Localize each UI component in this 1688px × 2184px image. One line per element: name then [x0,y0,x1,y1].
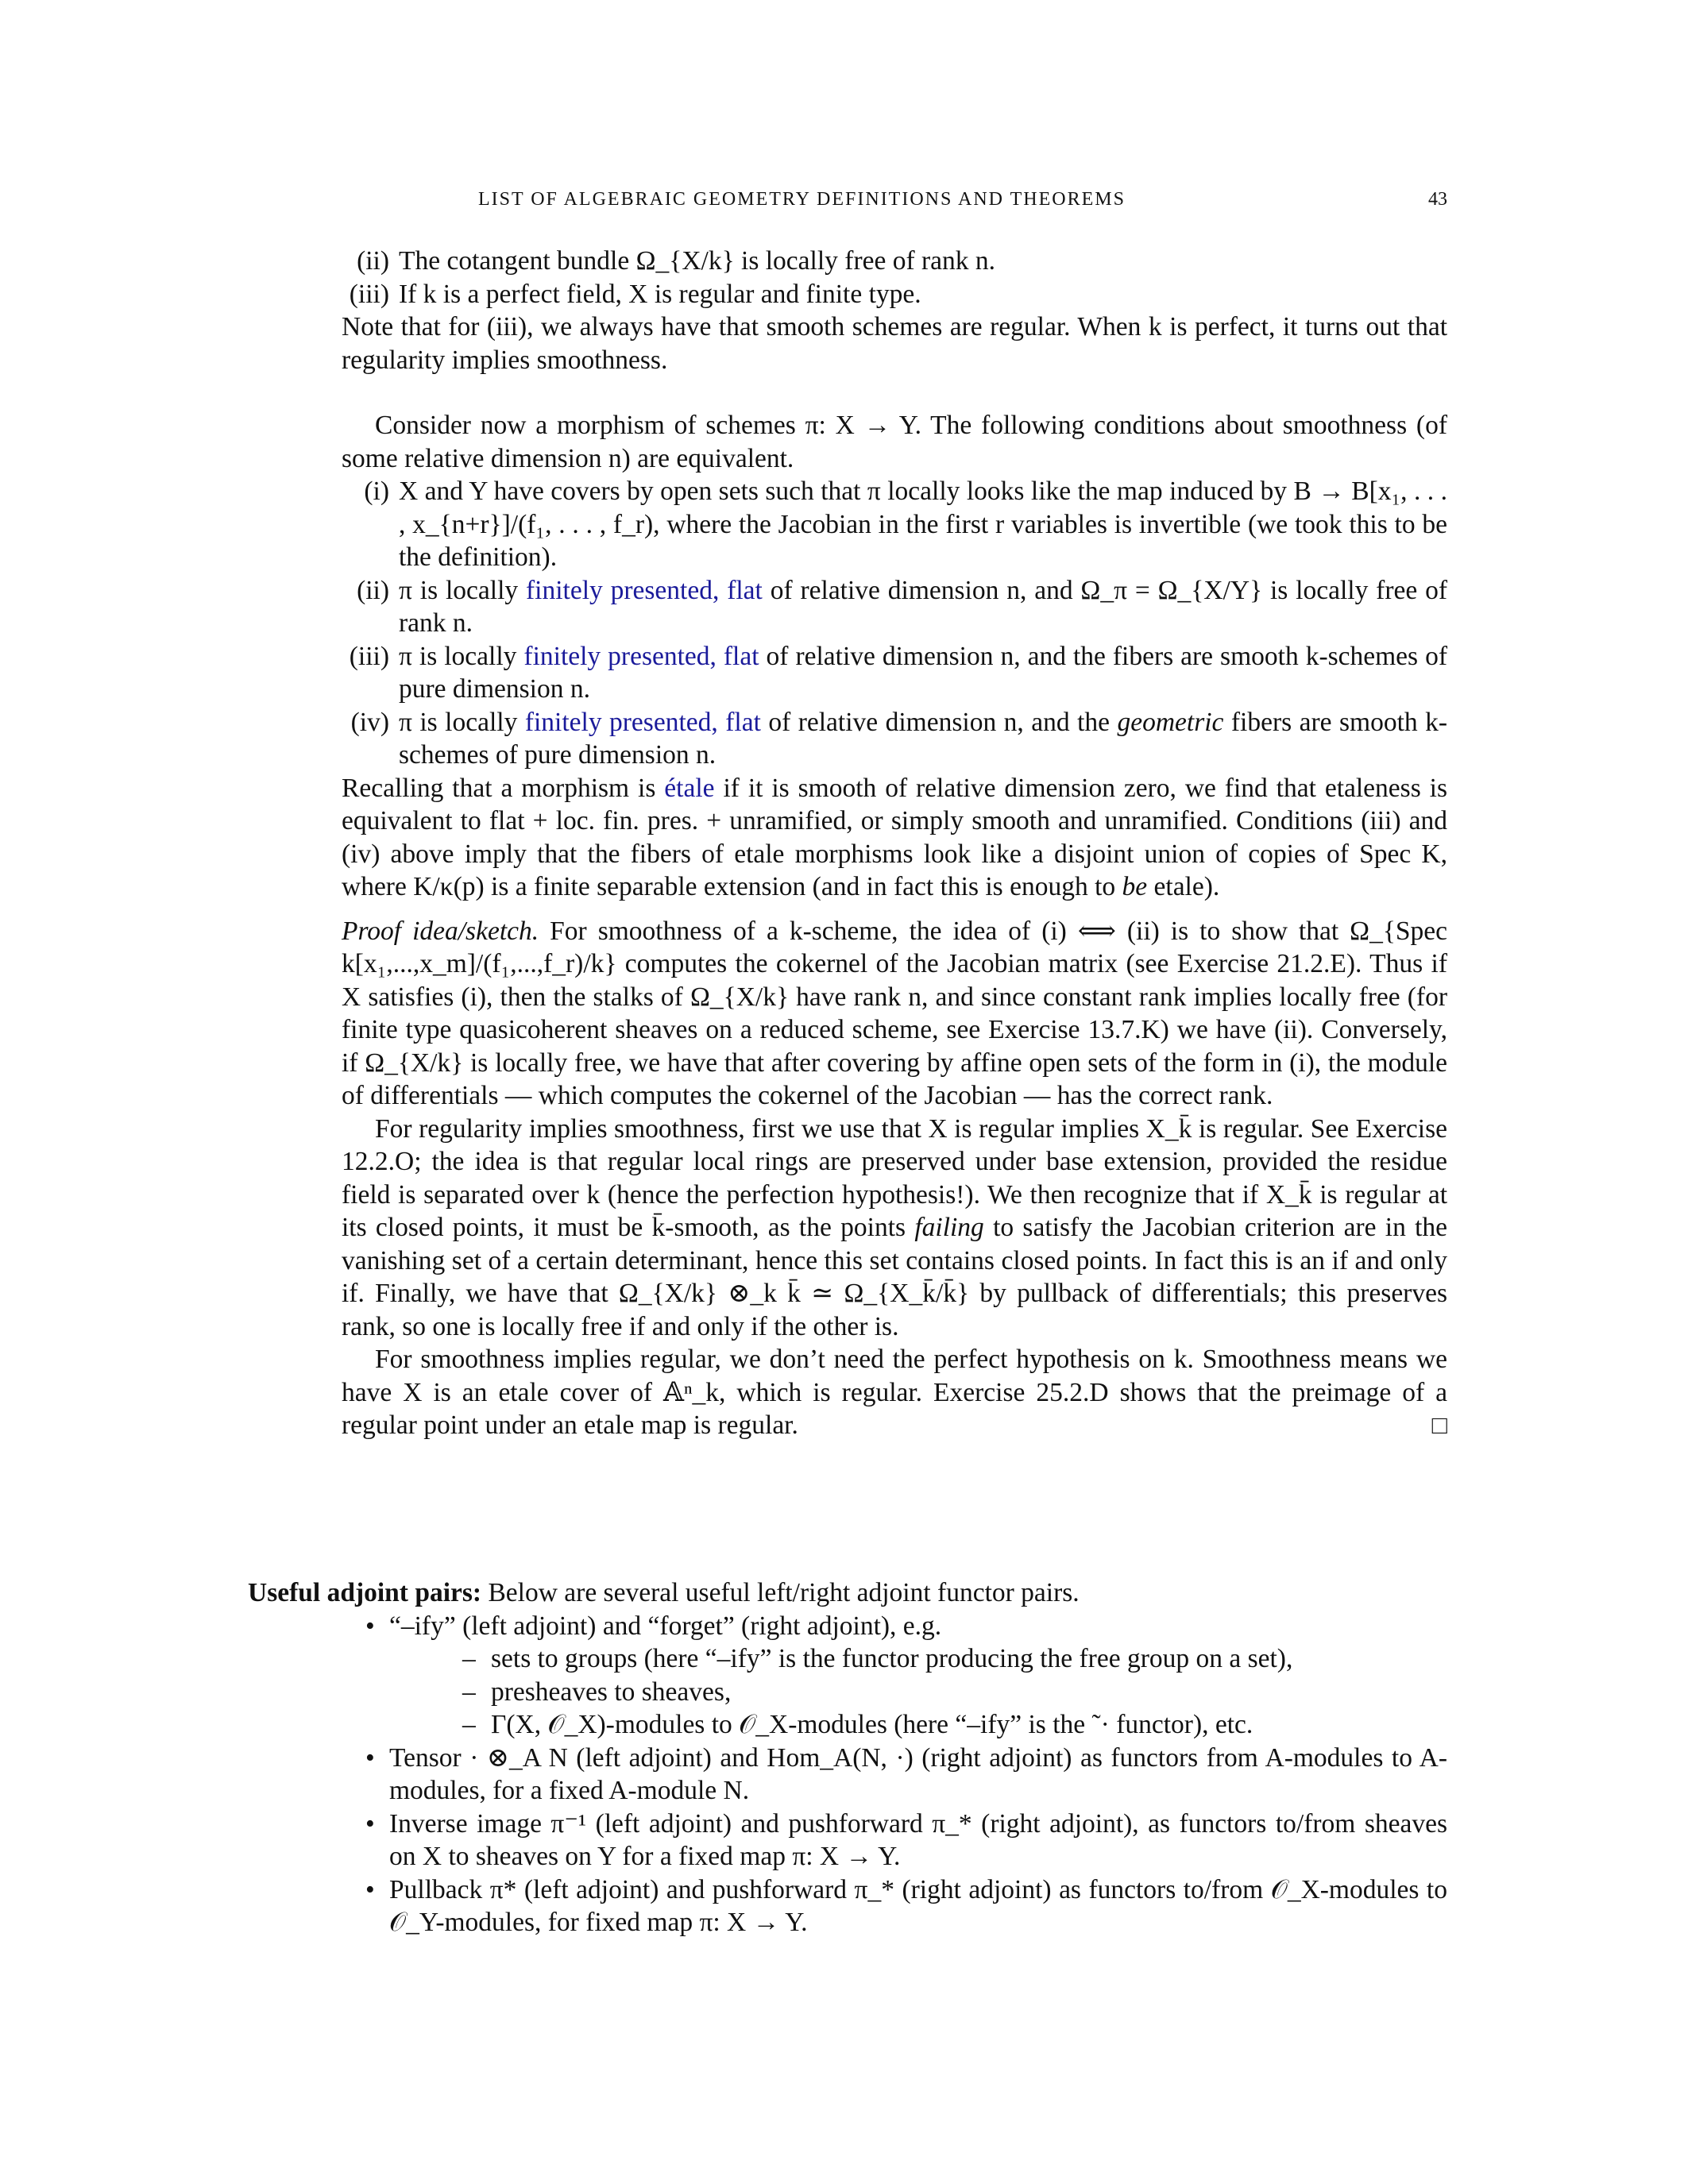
dash-icon: – [462,1644,476,1673]
item-label: (iv) [350,707,389,737]
item-text [399,706,1447,772]
list-item [365,1873,1447,1939]
flat-link[interactable]: flat [723,641,759,671]
item-text [399,640,1447,706]
text-run: For regularity implies smoothness, first we use that X is regular implies X_k̄ is regular. See Exercise 12.2.O; the idea is that regular local rings are preserved under base extension, provided the residue field is separated over k (hence the perfection hypothesis!). We then recognize that if X_k̄ is regular at its closed points, it must be k̄-smooth, as the points [342,1113,1447,1242]
sub-item [462,1642,1447,1676]
list-item [365,1808,1447,1873]
item-label: (ii) [357,575,389,605]
emphasis: failing [914,1213,984,1242]
text-run: Below are several useful left/right adjoint functor pairs. [488,1578,1080,1607]
list-item [365,1742,1447,1808]
flat-link[interactable]: flat [725,707,761,737]
qed-symbol: □ [1431,1410,1447,1439]
emphasis: geometric [1117,707,1224,737]
condition-i [342,475,1447,574]
bullet-icon: • [365,1742,375,1773]
text-run: if it is smooth of relative dimension zero, we find that etaleness is equivalent to flat + loc. fin. pres. + unramified, or simply smooth and unramified. Conditions (iii) and (iv) above imply that the fibers of etale morphisms look like a disjoint union of copies of Spec K, where K/κ(p) is a finite separable extension (and in fact this is enough to [342,773,1448,901]
text-run: π is locally [399,575,519,605]
sub-list [462,1642,1447,1742]
proof-paragraph-1 [342,915,1447,1113]
text-run: For smoothness implies regular, we don’t need the perfect hypothesis on k. Smoothness means we have X is an etale cover of 𝔸ⁿ_k, which is regular. Exercise 25.2.D shows that the preimage of a regular point under an etale map is regular. [342,1345,1447,1440]
text-run: of relative dimension n, and Ω_π = Ω_{X/Y} is locally free of rank n. [399,575,1447,638]
item-text: Tensor · ⊗_A N (left adjoint) and Hom_A(N, ·) (right adjoint) as functors from A-modules to A-modules, for a fixed A-module N. [389,1742,1447,1805]
text-run: π is locally [399,707,518,737]
bullet-icon: • [365,1874,375,1904]
emphasis: be [1122,872,1148,901]
item-text: Inverse image π⁻¹ (left adjoint) and pushforward π_* (right adjoint), as functors to/from sheaves on X to sheaves on Y for a fixed map π: X → Y. [389,1808,1447,1871]
text-run: fibers are smooth k-schemes of pure dimension n. [399,707,1448,770]
list-item [365,1610,1447,1742]
page-number: 43 [1428,189,1447,210]
consider-paragraph: Consider now a morphism of schemes π: X → Y. The following conditions about smoothness (of some relative dimension n) are equivalent. [342,411,1447,473]
finitely-presented-link[interactable]: finitely presented, [526,575,720,605]
flat-link[interactable]: flat [727,575,763,605]
dash-icon: – [462,1677,476,1707]
adjoint-list [365,1610,1447,1939]
text-run: Recalling that a morphism is [342,773,656,803]
conditions-list [342,475,1447,772]
sub-text: presheaves to sheaves, [491,1677,732,1707]
main-text [342,245,1447,1442]
adjoint-lead [248,1576,1447,1610]
item-text: X and Y have covers by open sets such that π locally looks like the map induced by B → B[x₁, . . . , x_{n+r}]/(f₁, . . . , f_r), where the Jacobian in the first r variables is invertible (we took this to be the definition). [399,477,1447,572]
bullet-icon: • [365,1808,375,1839]
condition-ii [342,574,1447,640]
item-text [399,574,1447,640]
note-paragraph: Note that for (iii), we always have that smooth schemes are regular. When k is perfect, it turns out that regularity implies smoothness. [342,312,1447,375]
adjoint-heading: Useful adjoint pairs: [248,1578,482,1607]
proof-heading: Proof idea/sketch. [342,916,539,946]
proof-paragraph-3 [342,1343,1447,1442]
item-text [389,1610,1447,1742]
etale-link[interactable]: étale [664,773,715,803]
text-run: etale). [1153,872,1220,901]
sub-text: sets to groups (here “–ify” is the functor producing the free group on a set), [491,1644,1293,1673]
text-run: π is locally [399,641,517,671]
adjoint-pairs-section [248,1576,1447,1939]
item-text: Pullback π* (left adjoint) and pushforward π_* (right adjoint) as functors to/from 𝒪_X-modules to 𝒪_Y-modules, for fixed map π: X → Y. [389,1874,1447,1937]
top-enumeration [342,245,1447,311]
proof-paragraph-2 [342,1113,1447,1344]
running-title: LIST OF ALGEBRAIC GEOMETRY DEFINITIONS AND THEOREMS [478,189,1126,210]
text-run: of relative dimension n, and the [768,707,1110,737]
item-label: (iii) [349,641,389,671]
bullet-icon: • [365,1611,375,1641]
text-run: “–ify” (left adjoint) and “forget” (right adjoint), e.g. [389,1611,942,1641]
item-text: The cotangent bundle Ω_{X/k} is locally free of rank n. [399,246,996,276]
sub-text: Γ(X, 𝒪_X)-modules to 𝒪_X-modules (here “–ify” is the ˜· functor), etc. [491,1710,1253,1739]
sub-item [462,1708,1447,1742]
condition-iii [342,640,1447,706]
item-label: (iii) [349,279,389,309]
text-run: For smoothness of a k-scheme, the idea of (i) ⟺ (ii) is to show that Ω_{Spec k[x₁,...,x_m]/(f₁,...,f_r)/k} computes the cokernel of the Jacobian matrix (see Exercise 21.2.E). Thus if X satisfies (i), then the stalks of Ω_{X/k} have rank n, and since constant rank implies locally free (for finite type quasicoherent sheaves on a reduced scheme, see Exercise 13.7.K) we have (ii). Conversely, if Ω_{X/k} is locally free, we have that after covering by affine open sets of the form in (i), the module of differentials — which computes the cokernel of the Jacobian — has the correct rank. [342,916,1448,1110]
finitely-presented-link[interactable]: finitely presented, [524,707,718,737]
list-item [342,245,1447,278]
etale-paragraph [342,772,1447,904]
text-run: of relative dimension n, and the fibers are smooth k-schemes of pure dimension n. [399,641,1447,704]
item-text: If k is a perfect field, X is regular and finite type. [399,279,921,309]
item-label: (ii) [357,246,389,276]
list-item [342,278,1447,311]
text-run: to satisfy the Jacobian criterion are in the vanishing set of a certain determinant, hence this set contains closed points. In fact this is an if and only if. Finally, we have that Ω_{X/k} ⊗_k k̄ ≃ Ω_{X_k̄/k̄} by pullback of differentials; this preserves rank, so one is locally free if and only if the other is. [342,1213,1448,1341]
finitely-presented-link[interactable]: finitely presented, [523,641,717,671]
item-label: (i) [364,477,389,506]
dash-icon: – [462,1710,476,1739]
condition-iv [342,706,1447,772]
sub-item [462,1676,1447,1709]
